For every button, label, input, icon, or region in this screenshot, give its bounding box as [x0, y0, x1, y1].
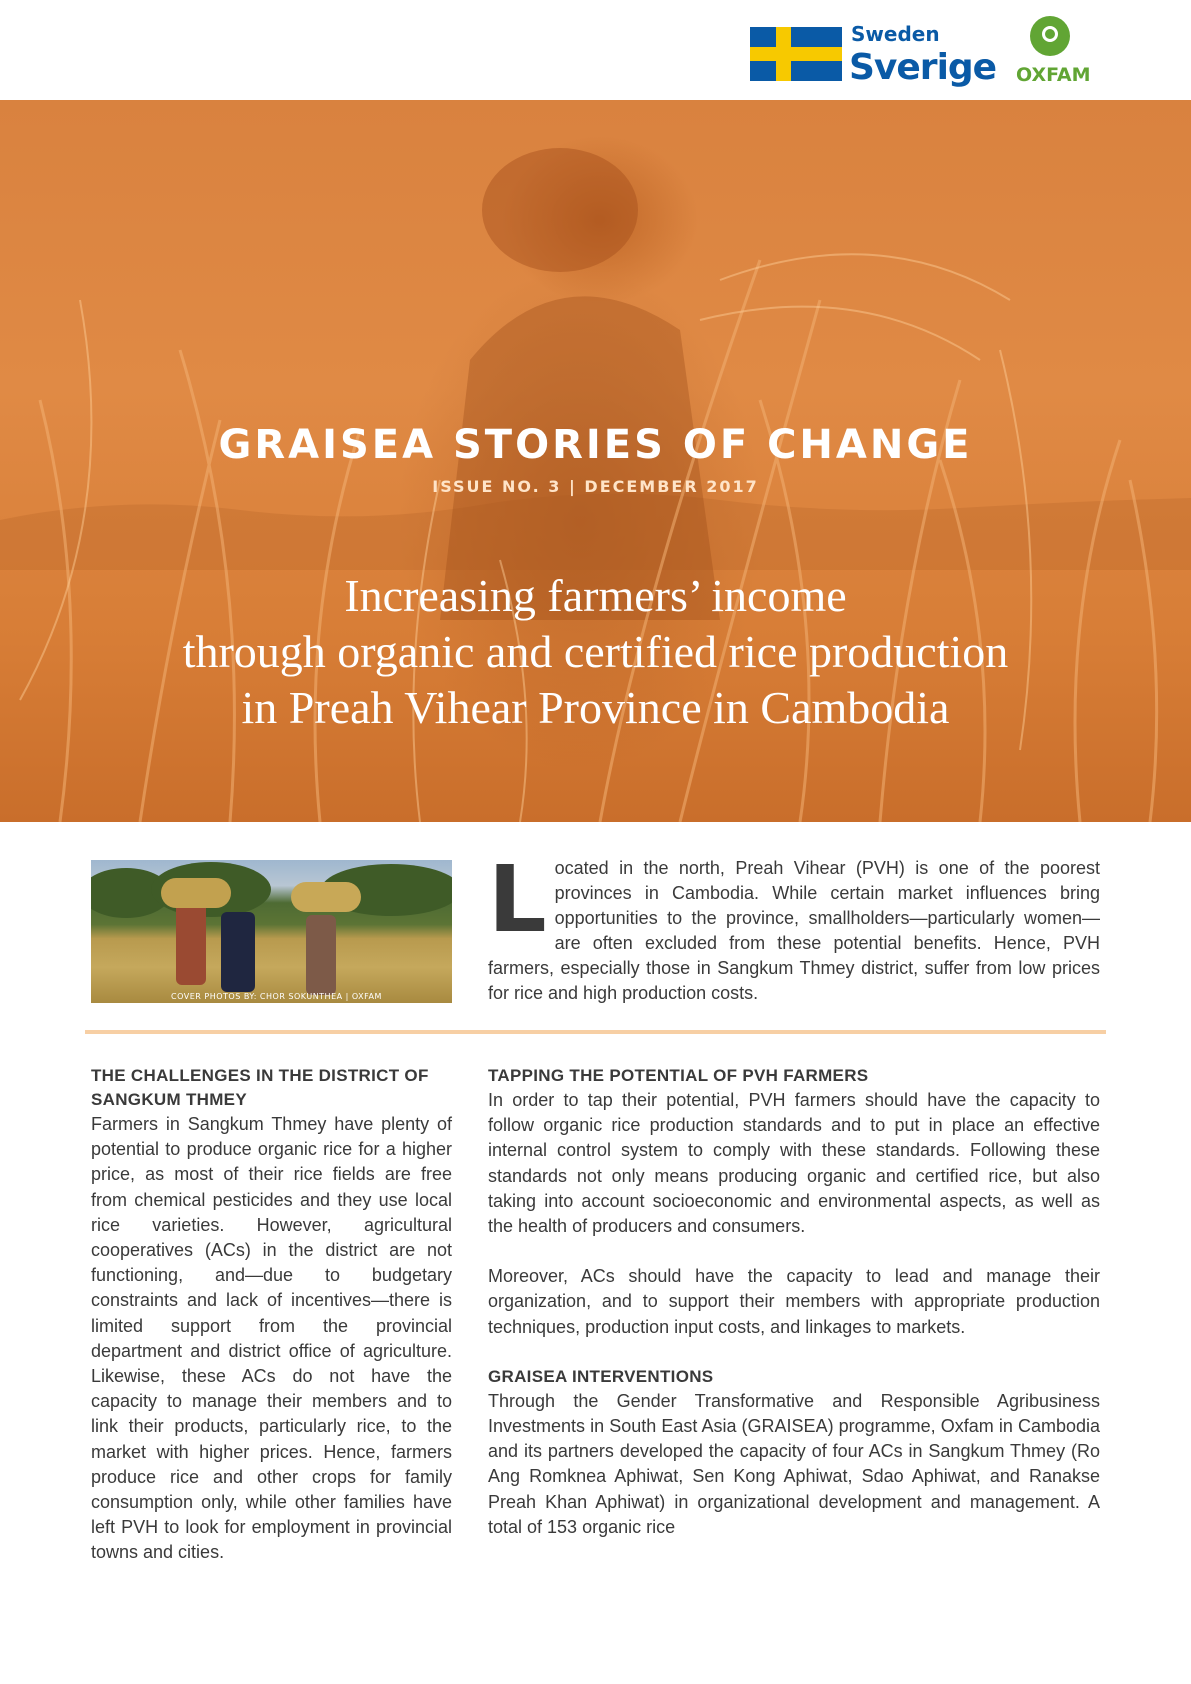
sweden-flag-icon [750, 27, 842, 81]
oxfam-label: OXFAM [1016, 64, 1091, 86]
right-column [488, 1064, 1100, 1540]
title-line-3: in Preah Vihear Province in Cambodia [241, 682, 950, 733]
interventions-heading: GRAISEA INTERVENTIONS [488, 1366, 714, 1386]
farmers-photo [91, 860, 452, 1003]
left-column [91, 1064, 452, 1566]
photo-credit: COVER PHOTOS BY: CHOR SOKUNTHEA | OXFAM [171, 992, 382, 1001]
interventions-paragraph: Through the Gender Transformative and Responsible Agribusiness Investments in South East Asia (GRAISEA) programme, Oxfam in Cambodia and its partners developed the capacity of four ACs in Sangkum Thmey (Ro Ang Romknea Aphiwat, Sen Kong Aphiwat, Sdao Aphiwat, and Ranakse Preah Khan Aphiwat) in organizational development and management. A total of 153 organic rice [488, 1390, 1100, 1537]
series-title: GRAISEA STORIES OF CHANGE [218, 422, 973, 468]
challenges-body: Farmers in Sangkum Thmey have plenty of potential to produce organic rice for a higher price, as most of their rice fields are free from chemical pesticides and they use local rice varieties. However, agricultural cooperatives (ACs) in the district are not functioning, and—due to budgetary constraints and lack of incentives—there is limited support from the provincial department and district office of agriculture. Likewise, these ACs do not have the capacity to manage their members and to link their products, particularly rice, to the market with higher prices. Hence, farmers produce rice and other crops for family consumption only, while other families have left PVH to look for employment in provincial towns and cities. [91, 1114, 452, 1563]
drop-cap: L [488, 846, 547, 953]
title-line-2: through organic and certified rice production [182, 626, 1009, 677]
hero-banner [0, 100, 1191, 822]
section-divider [85, 1030, 1106, 1034]
sweden-label: Sweden [851, 22, 940, 46]
issue-line: ISSUE NO. 3 | DECEMBER 2017 [432, 477, 759, 496]
title-line-1: Increasing farmers’ income [344, 570, 847, 621]
header-logos [0, 0, 1191, 100]
oxfam-logo [1016, 16, 1091, 88]
sverige-label: Sverige [849, 47, 997, 88]
intro-text: ocated in the north, Preah Vihear (PVH) is one of the poorest provinces in Cambodia. While certain market influences bring opportunities to the province, smallholders—particularly women—are often excluded from these potential benefits. Hence, PVH farmers, especially those in Sangkum Thmey district, suffer from low prices for rice and high production costs. [488, 858, 1100, 1003]
potential-paragraph-2: Moreover, ACs should have the capacity to lead and manage their organization, and to support their members with appropriate production techniques, production input costs, and linkages to markets. [488, 1266, 1100, 1337]
potential-paragraph-1: In order to tap their potential, PVH farmers should have the capacity to follow organic rice production standards and to put in place an effective internal control system to comply with these standards. Following these standards not only means producing organic and certified rice, but also taking into account socioeconomic and environmental aspects, as well as the health of producers and consumers. [488, 1090, 1100, 1237]
potential-heading: TAPPING THE POTENTIAL OF PVH FARMERS [488, 1066, 869, 1085]
challenges-heading: THE CHALLENGES IN THE DISTRICT OF SANGKUM THMEY [91, 1066, 429, 1109]
page-title [60, 568, 1131, 736]
intro-paragraph [488, 846, 1100, 1006]
oxfam-circle-icon [1030, 16, 1070, 56]
